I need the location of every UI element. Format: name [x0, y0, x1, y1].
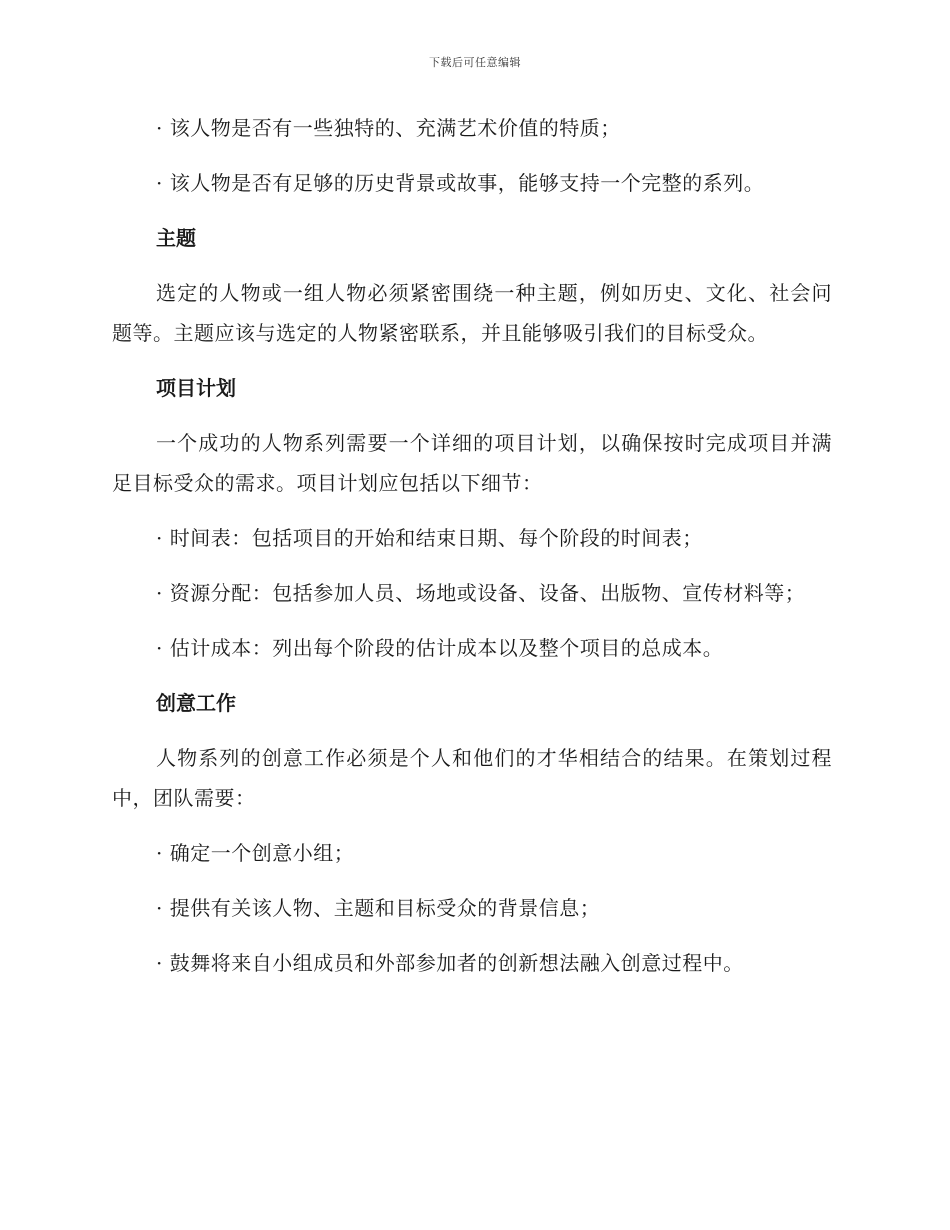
bullet-item-unique-traits: · 该人物是否有一些独特的、充满艺术价值的特质； [156, 116, 621, 140]
document-body [112, 108, 832, 998]
page-header: 下载后可任意编辑 [429, 56, 521, 69]
bullet-item-resources: · 资源分配：包括参加人员、场地或设备、设备、出版物、宣传材料等； [156, 581, 806, 605]
bullet-item-history-background: · 该人物是否有足够的历史背景或故事，能够支持一个完整的系列。 [156, 171, 765, 195]
bullet-item-innovation: · 鼓舞将来自小组成员和外部参加者的创新想法融入创意过程中。 [156, 951, 744, 975]
theme-paragraph: 选定的人物或一组人物必须紧密围绕一种主题，例如历史、文化、社会问题等。主题应该与选定的人物紧密联系，并且能够吸引我们的目标受众。 [112, 281, 832, 345]
creative-work-paragraph: 人物系列的创意工作必须是个人和他们的才华相结合的结果。在策划过程中，团队需要： [112, 746, 832, 810]
section-heading-project-plan: 项目计划 [156, 376, 236, 400]
bullet-item-cost: · 估计成本：列出每个阶段的估计成本以及整个项目的总成本。 [156, 636, 724, 660]
bullet-item-timeline: · 时间表：包括项目的开始和结束日期、每个阶段的时间表； [156, 526, 703, 550]
project-plan-paragraph: 一个成功的人物系列需要一个详细的项目计划，以确保按时完成项目并满足目标受众的需求。项目计划应包括以下细节： [112, 431, 832, 495]
bullet-item-background-info: · 提供有关该人物、主题和目标受众的背景信息； [156, 896, 601, 920]
bullet-item-creative-team: · 确定一个创意小组； [156, 841, 355, 865]
section-heading-theme: 主题 [156, 226, 196, 250]
section-heading-creative-work: 创意工作 [156, 691, 236, 715]
